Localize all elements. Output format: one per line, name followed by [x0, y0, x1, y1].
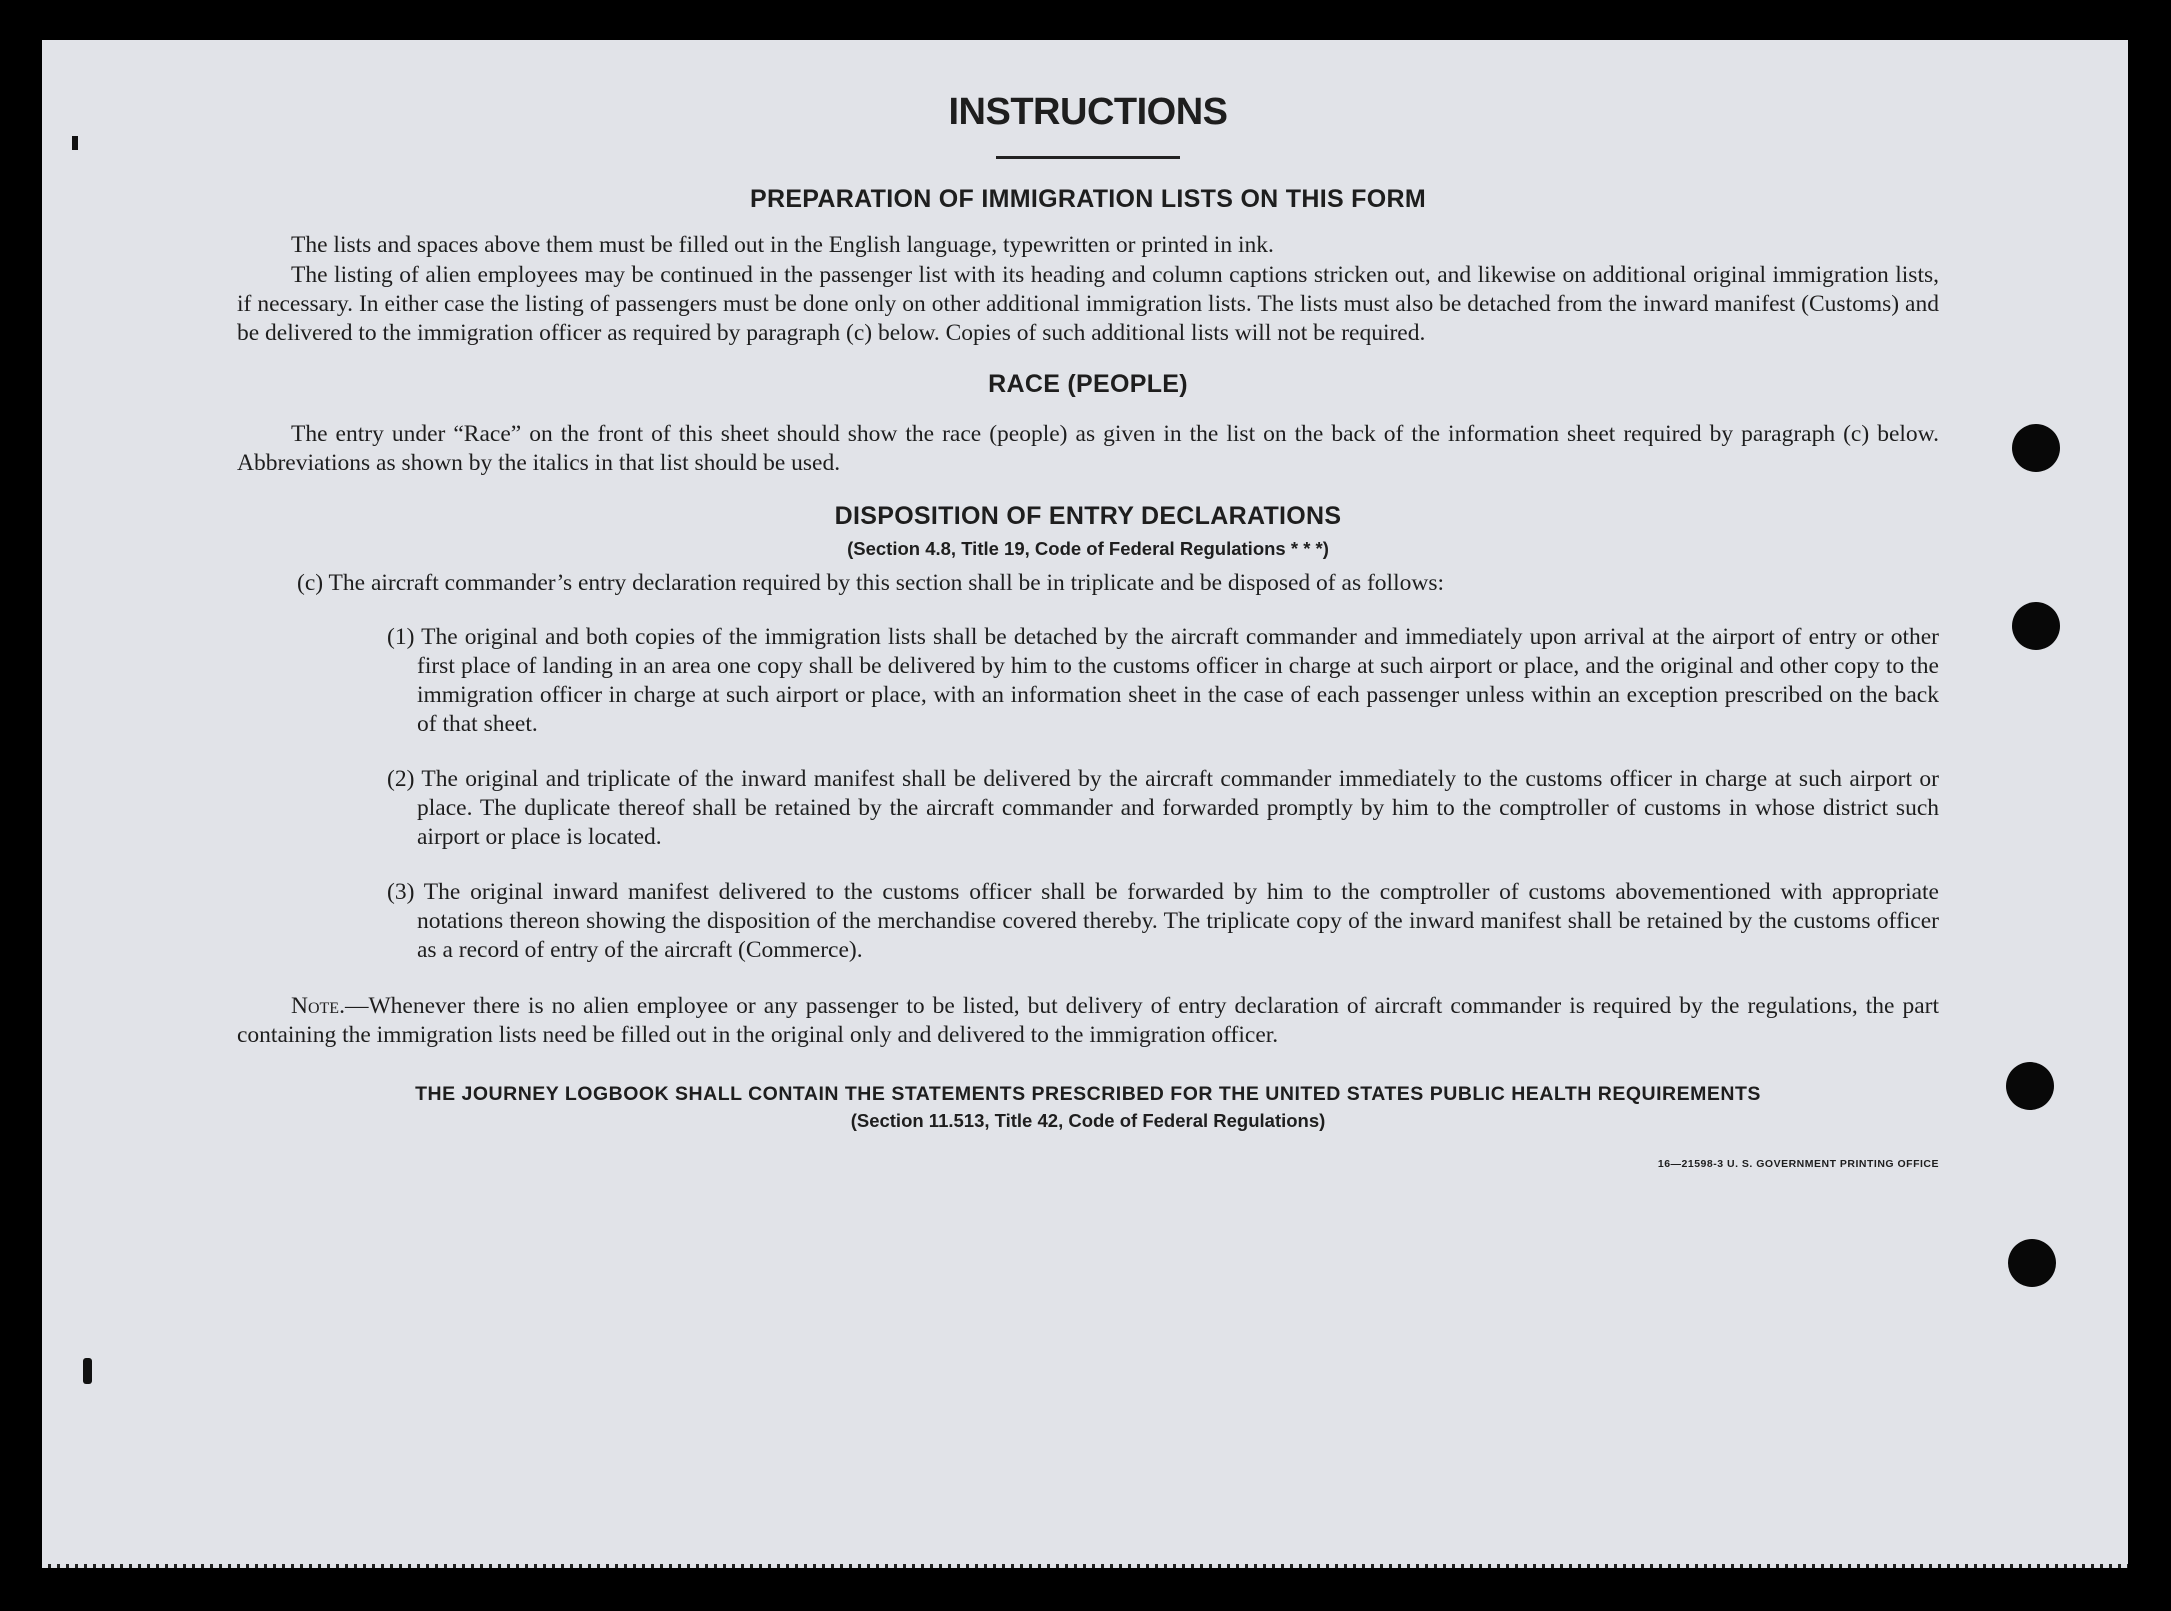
- preparation-paragraph-2: The listing of alien employees may be continued in the passenger list with its heading and column captions stricken out, and likewise on additional original immigration lists, if necessary. In either case the listing of passengers must be done only on other additional immigration lists. The lists must also be detached from the inward manifest (Customs) and be delivered to the immigration officer as required by paragraph (c) below. Copies of such additional lists will not be required.: [237, 262, 1939, 346]
- health-requirements-citation: (Section 11.513, Title 42, Code of Federal Regulations): [850, 1110, 1326, 1131]
- disposition-item-3: (3) The original inward manifest delivered to the customs officer shall be forwarded by him to the comptroller of customs abovementioned with appropriate notations thereon showing the disposition of the merchandise covered thereby. The triplicate copy of the inward manifest shall be retained by the customs officer as a record of entry of the aircraft (Commerce).: [387, 879, 1939, 963]
- scan-mark: [83, 1358, 92, 1384]
- print-code-row: [237, 1134, 1939, 1174]
- punch-hole: [2012, 424, 2060, 472]
- printing-office-code: 16—21598-3 U. S. GOVERNMENT PRINTING OFFICE: [1657, 1158, 1939, 1170]
- disposition-citation: (Section 4.8, Title 19, Code of Federal Regulations * * *): [847, 538, 1329, 559]
- punch-hole: [2008, 1239, 2056, 1287]
- note-paragraph: [237, 992, 1939, 1050]
- punch-hole: [2012, 602, 2060, 650]
- note-text: —Whenever there is no alien employee or any passenger to be listed, but delivery of entry declaration of aircraft commander is required by the regulations, the part containing the immigration lists need be filled out in the original only and delivered to the immigration officer.: [237, 993, 1939, 1048]
- disposition-item-2: (2) The original and triplicate of the inward manifest shall be delivered by the aircraft commander immediately to the customs officer in charge at such airport or place. The duplicate thereof shall be retained by the aircraft commander and forwarded promptly by him to the comptroller of customs in whose district such airport or place is located.: [387, 766, 1939, 850]
- preparation-heading: PREPARATION OF IMMIGRATION LISTS ON THIS FORM: [750, 185, 1426, 213]
- disposition-item-1: (1) The original and both copies of the immigration lists shall be detached by the aircraft commander and immediately upon arrival at the airport of entry or other first place of landing in an area one copy shall be delivered by him to the customs officer in charge at such airport or place, and the original and other copy to the immigration officer in charge at such airport or place, with an information sheet in the case of each passenger unless within an exception prescribed on the back of that sheet.: [387, 624, 1939, 737]
- title-divider: [996, 156, 1180, 159]
- disposition-heading: DISPOSITION OF ENTRY DECLARATIONS: [834, 502, 1342, 530]
- preparation-paragraph-1: The lists and spaces above them must be filled out in the English language, typewritten or printed in ink.: [291, 232, 1274, 258]
- race-heading: RACE (PEOPLE): [988, 370, 1188, 398]
- punch-hole: [2006, 1062, 2054, 1110]
- note-label: Note.: [291, 993, 345, 1019]
- disposition-intro: (c) The aircraft commander’s entry declaration required by this section shall be in triplicate and be disposed of as follows:: [297, 570, 1444, 596]
- document-sheet: [42, 40, 2128, 1568]
- scan-mark: [72, 136, 78, 150]
- instructions-content: [237, 90, 1939, 1174]
- health-requirements-notice: THE JOURNEY LOGBOOK SHALL CONTAIN THE STATEMENTS PRESCRIBED FOR THE UNITED STATES PUBLIC HEALTH REQUIREMENTS: [415, 1083, 1761, 1105]
- race-paragraph: The entry under “Race” on the front of this sheet should show the race (people) as given in the list on the back of the information sheet required by paragraph (c) below. Abbreviations as shown by the italics in that list should be used.: [237, 421, 1939, 476]
- page-title: INSTRUCTIONS: [948, 91, 1228, 133]
